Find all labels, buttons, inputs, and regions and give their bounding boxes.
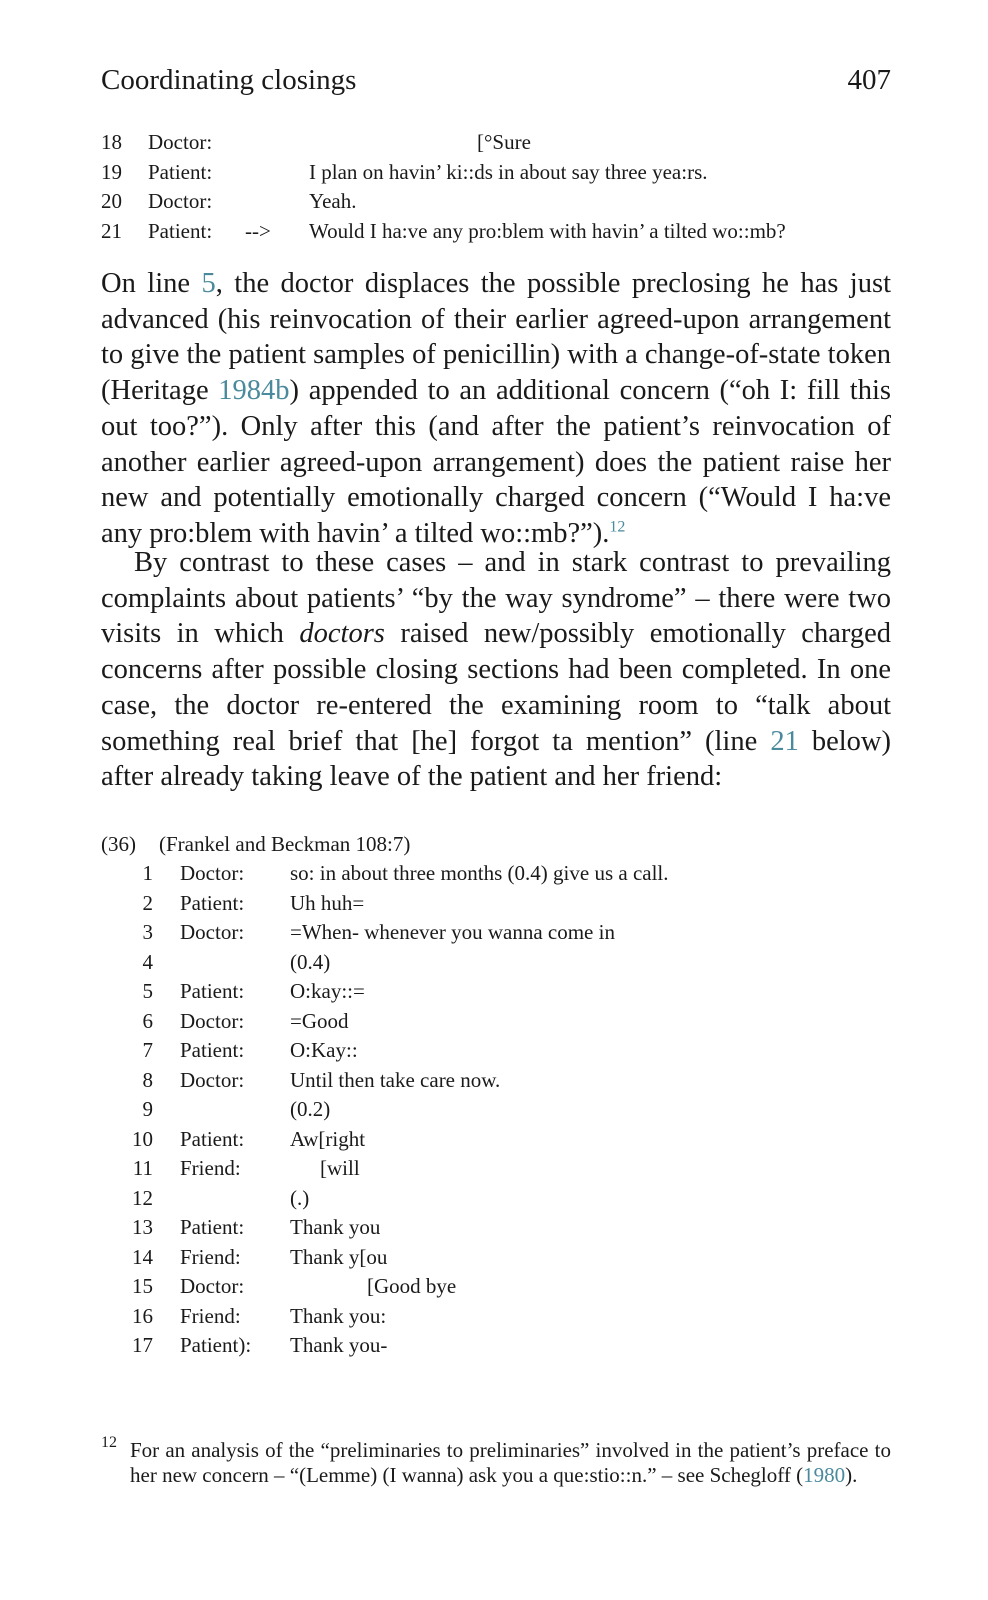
example-source: (Frankel and Beckman 108:7): [159, 832, 411, 856]
book-page: [101, 0, 891, 1600]
transcript-line: [101, 1304, 891, 1334]
utterance-text: Thank you-: [290, 1333, 388, 1357]
line-number: 14: [132, 1244, 153, 1269]
line-number: 7: [142, 1038, 153, 1062]
utterance-text: O:kay::=: [290, 979, 365, 1003]
line-number: 1: [142, 861, 153, 885]
transcript-line: [101, 1009, 891, 1039]
para2-text-1: By contrast to these cases – and in stark contrast to prevailing complaints about patients’ “by the way syndrome” – there were two visits in which: [101, 547, 891, 650]
footnote-ref-12[interactable]: 12: [609, 518, 626, 536]
speaker-label: Doctor:: [180, 1274, 245, 1298]
line-number: 13: [132, 1215, 153, 1239]
transcript-line: [101, 189, 891, 219]
citation-schegloff-1980[interactable]: 1980: [803, 1462, 846, 1487]
line-number: 17: [132, 1333, 153, 1357]
speaker-label: Patient:: [148, 159, 213, 184]
line-number: 16: [132, 1303, 153, 1328]
utterance-text: =Good: [290, 1008, 349, 1033]
transcript-line: [101, 1245, 891, 1275]
line-number: 19: [101, 159, 122, 184]
speaker-label: Doctor:: [148, 189, 213, 214]
utterance-text: I plan on havin’ ki::ds in about say three yea:rs.: [309, 159, 708, 184]
page-number: 407: [847, 64, 891, 96]
transcript-line: [101, 920, 891, 950]
footnote-text: [130, 1438, 891, 1487]
footnote-text-1: For an analysis of the “preliminaries to preliminaries” involved in the patient’s preface to her new concern – “(Lemme) (I wanna) ask you a que:stio::n.” – see Schegloff (: [130, 1438, 891, 1487]
speaker-label: Friend:: [180, 1156, 241, 1180]
utterance-text: (0.2): [290, 1097, 331, 1121]
transcript-line: [101, 1215, 891, 1245]
transcript-line: [101, 160, 891, 190]
utterance-text: [Good bye: [367, 1274, 457, 1298]
line-ref-5[interactable]: 5: [201, 268, 216, 299]
line-number: 18: [101, 130, 122, 154]
utterance-text: Until then take care now.: [290, 1067, 501, 1092]
transcript-line: [101, 1127, 891, 1157]
utterance-text: so: in about three months (0.4) give us a call.: [290, 861, 669, 885]
line-number: 10: [132, 1126, 153, 1151]
line-number: 4: [142, 949, 153, 974]
line-number: 2: [142, 890, 153, 915]
example-number: (36): [101, 832, 136, 856]
line-number: 21: [101, 218, 122, 243]
footnote-text-2: ).: [845, 1462, 858, 1487]
speaker-label: Patient:: [148, 218, 213, 243]
utterance-text: (0.4): [290, 949, 331, 974]
speaker-label: Patient:: [180, 890, 245, 915]
line-number: 6: [142, 1008, 153, 1033]
line-ref-21[interactable]: 21: [770, 725, 799, 757]
utterance-text: Yeah.: [309, 189, 357, 214]
utterance-text: Thank you:: [290, 1303, 387, 1328]
para2-text-3: below) after already taking leave of the patient and her friend:: [101, 725, 892, 793]
transcript-line: [101, 1333, 891, 1363]
line-number: 3: [142, 920, 153, 944]
speaker-label: Patient:: [180, 1215, 245, 1239]
transcript-line: [101, 861, 891, 891]
speaker-label: Friend:: [180, 1244, 241, 1269]
transcript-line: [101, 979, 891, 1009]
utterance-text: Aw[right: [290, 1126, 366, 1151]
speaker-label: Doctor:: [180, 1067, 245, 1092]
paragraph-1: [101, 266, 891, 552]
speaker-label: Patient:: [180, 1126, 245, 1151]
line-number: 8: [142, 1067, 153, 1092]
transcript-line: [101, 130, 891, 160]
line-number: 5: [142, 979, 153, 1003]
utterance-text: [°Sure: [477, 130, 531, 154]
running-head: Coordinating closings: [101, 64, 357, 96]
utterance-text: Thank you: [290, 1215, 381, 1239]
para1-text-3: ) appended to an additional concern (“oh I: fill this out too?”). Only after this (and after the patient’s reinvocation of another earlier agreed-upon arrangement) does the patient raise her new and potentially emotionally charged concern (“Would I ha:ve any pro:blem with havin’ a tilted wo::mb?”).: [101, 375, 891, 549]
speaker-label: Friend:: [180, 1303, 241, 1328]
transcript-line: [101, 1186, 891, 1216]
transcript-line: [101, 1068, 891, 1098]
utterance-text: O:Kay::: [290, 1038, 358, 1062]
speaker-label: Patient:: [180, 979, 245, 1003]
transcript-line: [101, 1038, 891, 1068]
line-number: 20: [101, 189, 122, 214]
line-number: 15: [132, 1274, 153, 1298]
para1-text-2: , the doctor displaces the possible preclosing he has just advanced (his reinvocation of their earlier agreed-upon arrangement to give the patient samples of penicillin) with a change-of-state token (Heritage: [101, 268, 891, 407]
line-number: 12: [132, 1185, 153, 1210]
line-number: 9: [142, 1097, 153, 1121]
utterance-text: Thank y[ou: [290, 1244, 388, 1269]
line-number: 11: [132, 1156, 153, 1180]
speaker-label: Patient):: [180, 1333, 252, 1357]
speaker-label: Patient:: [180, 1038, 245, 1062]
speaker-label: Doctor:: [148, 130, 213, 154]
speaker-label: Doctor:: [180, 1008, 245, 1033]
para2-text-2: raised new/possibly emotionally charged concerns after possible closing sections had been completed. In one case, the doctor re-entered the examining room to “talk about something real brief that [he] forgot ta mention” (line: [101, 618, 891, 757]
utterance-text: =When- whenever you wanna come in: [290, 920, 615, 944]
para1-text-1: On line: [101, 268, 202, 299]
footnote-number: 12: [101, 1434, 117, 1451]
citation-heritage-1984b[interactable]: 1984b: [218, 375, 290, 407]
transcript-line: [101, 891, 891, 921]
transcript-line: [101, 219, 891, 249]
transcript-line: [101, 1274, 891, 1304]
transcript-line: [101, 1097, 891, 1127]
focus-arrow: -->: [245, 218, 271, 243]
utterance-text: (.): [290, 1185, 310, 1210]
page-header: [101, 64, 891, 104]
paragraph-2: [101, 545, 891, 795]
speaker-label: Doctor:: [180, 861, 245, 885]
utterance-text: Would I ha:ve any pro:blem with havin’ a tilted wo::mb?: [309, 218, 786, 243]
utterance-text: [will: [320, 1156, 360, 1180]
transcript-line: [101, 950, 891, 980]
speaker-label: Doctor:: [180, 920, 245, 944]
transcript-line: [101, 1156, 891, 1186]
para2-emphasis: doctors: [299, 618, 385, 650]
utterance-text: Uh huh=: [290, 890, 365, 915]
